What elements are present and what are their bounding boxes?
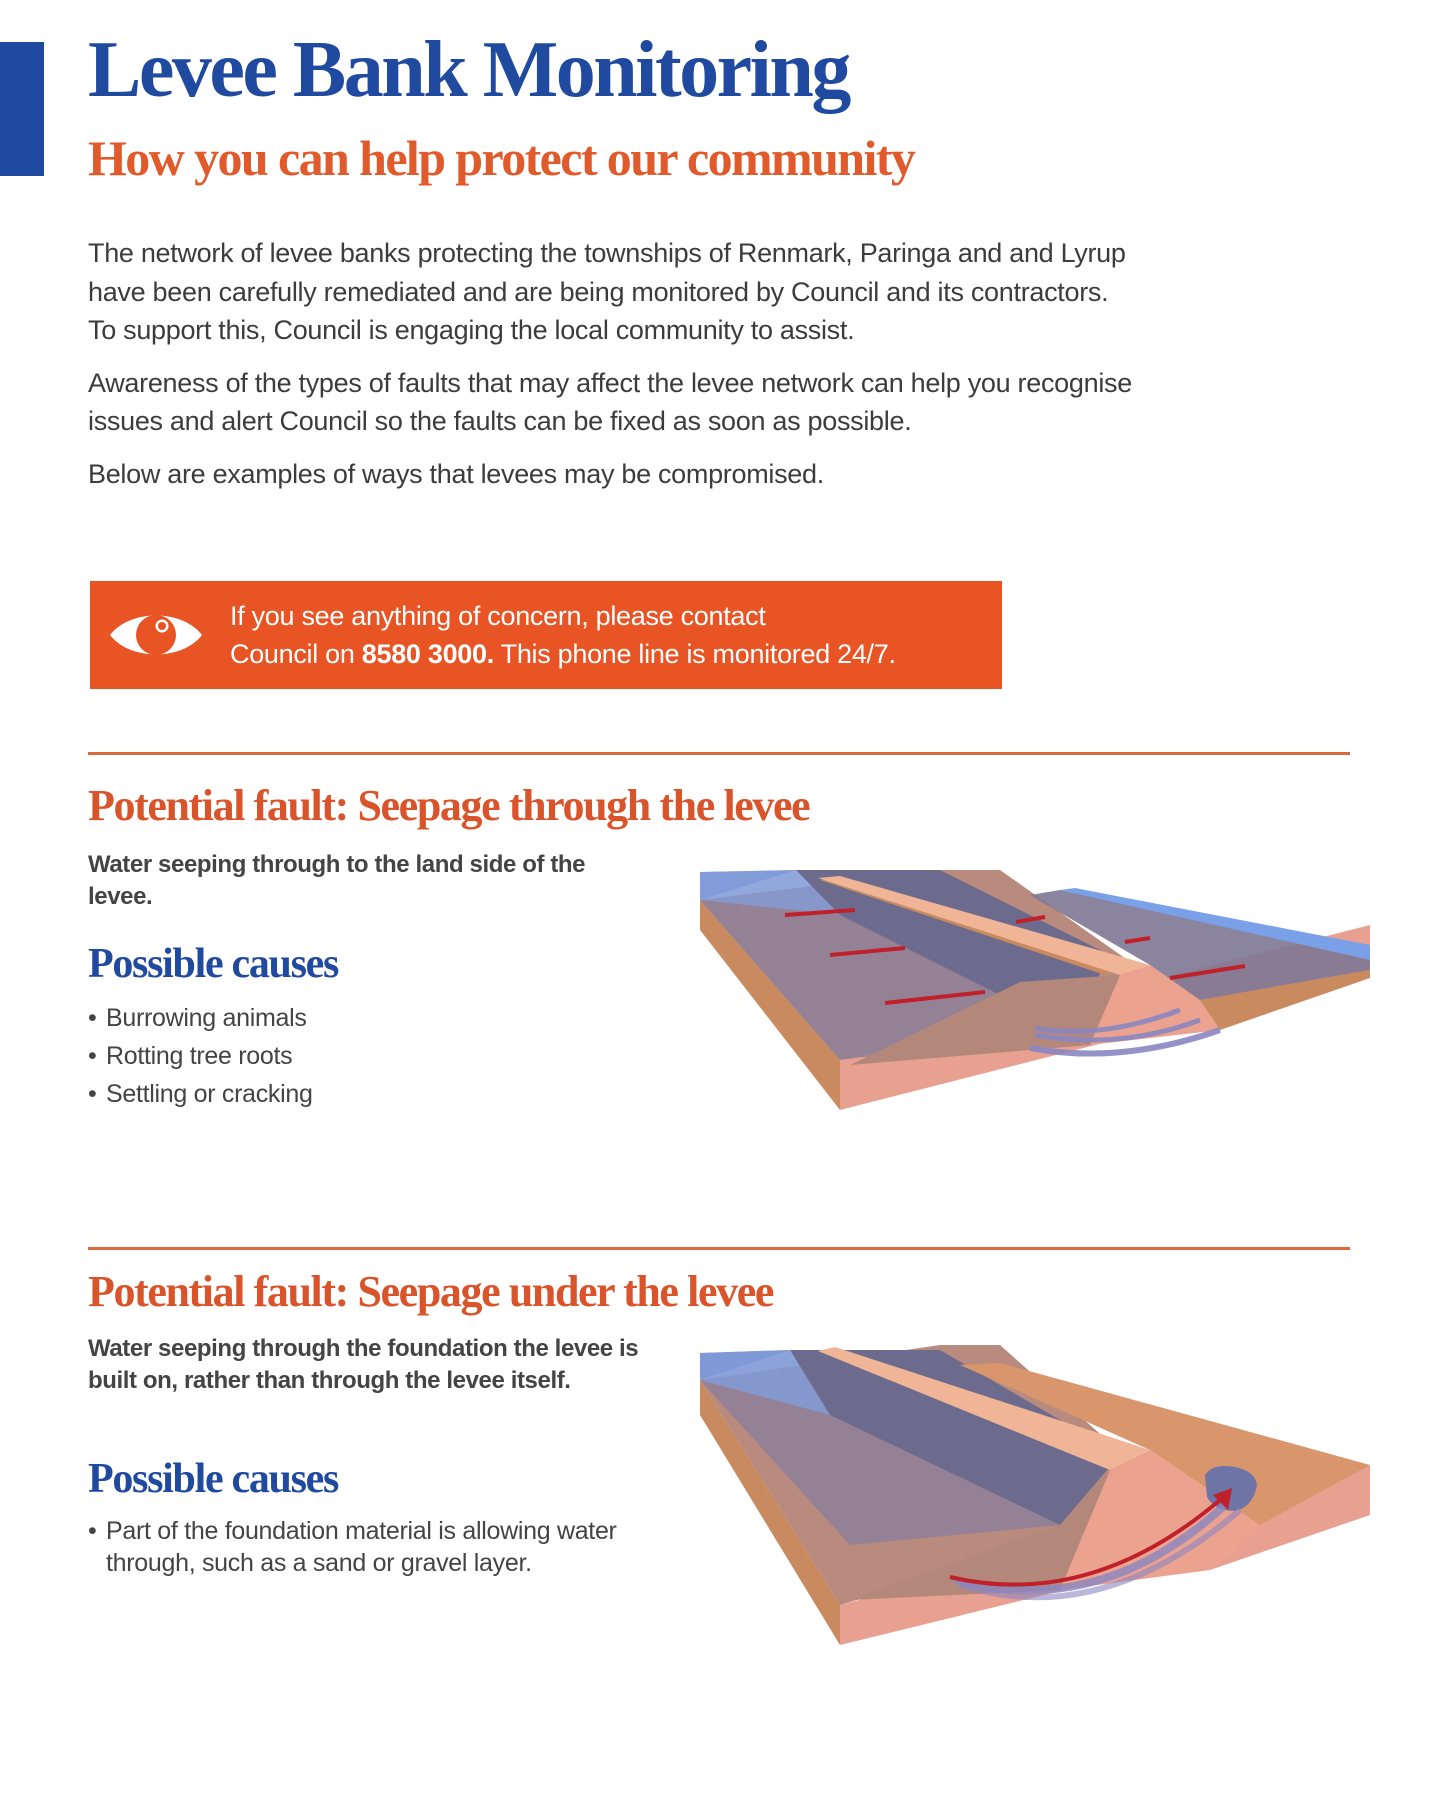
fault-title: Potential fault: Seepage under the levee bbox=[88, 1267, 773, 1316]
contact-phone-number[interactable]: 8580 3000. bbox=[361, 639, 494, 669]
contact-alert-banner bbox=[90, 581, 1002, 689]
possible-causes-heading: Possible causes bbox=[88, 1456, 339, 1502]
fault-title: Potential fault: Seepage through the levee bbox=[88, 781, 810, 830]
fault-description: Water seeping through the foundation the levee is built on, rather than through the levee itself. bbox=[88, 1335, 639, 1394]
alert-line-1: If you see anything of concern, please contact bbox=[230, 601, 766, 631]
intro-paragraph: Below are examples of ways that levees may be compromised. bbox=[88, 458, 824, 489]
levee-seepage-through-diagram bbox=[700, 860, 1370, 1110]
alert-message bbox=[230, 597, 896, 673]
cause-item: • Part of the foundation material is allowing water through, such as a sand or gravel layer. bbox=[88, 1515, 688, 1579]
causes-list bbox=[88, 999, 688, 1113]
cause-item: • Rotting tree roots bbox=[88, 1037, 688, 1075]
fault-description: Water seeping through to the land side of the levee. bbox=[88, 851, 586, 910]
intro-paragraph: Awareness of the types of faults that may affect the levee network can help you recognise issues and alert Council so the faults can be fixed as soon as possible. bbox=[88, 367, 1132, 436]
cause-item: • Settling or cracking bbox=[88, 1075, 688, 1113]
page-title: Levee Bank Monitoring bbox=[88, 26, 849, 114]
accent-bar bbox=[0, 42, 44, 176]
page-subtitle: How you can help protect our community bbox=[88, 130, 915, 186]
alert-line-2-prefix: Council on bbox=[230, 639, 362, 669]
section-divider bbox=[88, 752, 1350, 755]
section-divider bbox=[88, 1247, 1350, 1250]
alert-line-2-suffix: This phone line is monitored 24/7. bbox=[493, 639, 896, 669]
levee-seepage-under-diagram bbox=[700, 1345, 1370, 1645]
intro-paragraph: The network of levee banks protecting the townships of Renmark, Paringa and and Lyrup have been carefully remediated and are being monitored by Council and its contractors. To support this, Council is engaging the local community to assist. bbox=[88, 238, 1126, 345]
eye-icon bbox=[108, 607, 204, 663]
alert-line-2 bbox=[230, 635, 896, 673]
cause-item: • Burrowing animals bbox=[88, 999, 688, 1037]
causes-list bbox=[88, 1515, 688, 1579]
possible-causes-heading: Possible causes bbox=[88, 941, 339, 987]
intro-section bbox=[88, 234, 1148, 507]
